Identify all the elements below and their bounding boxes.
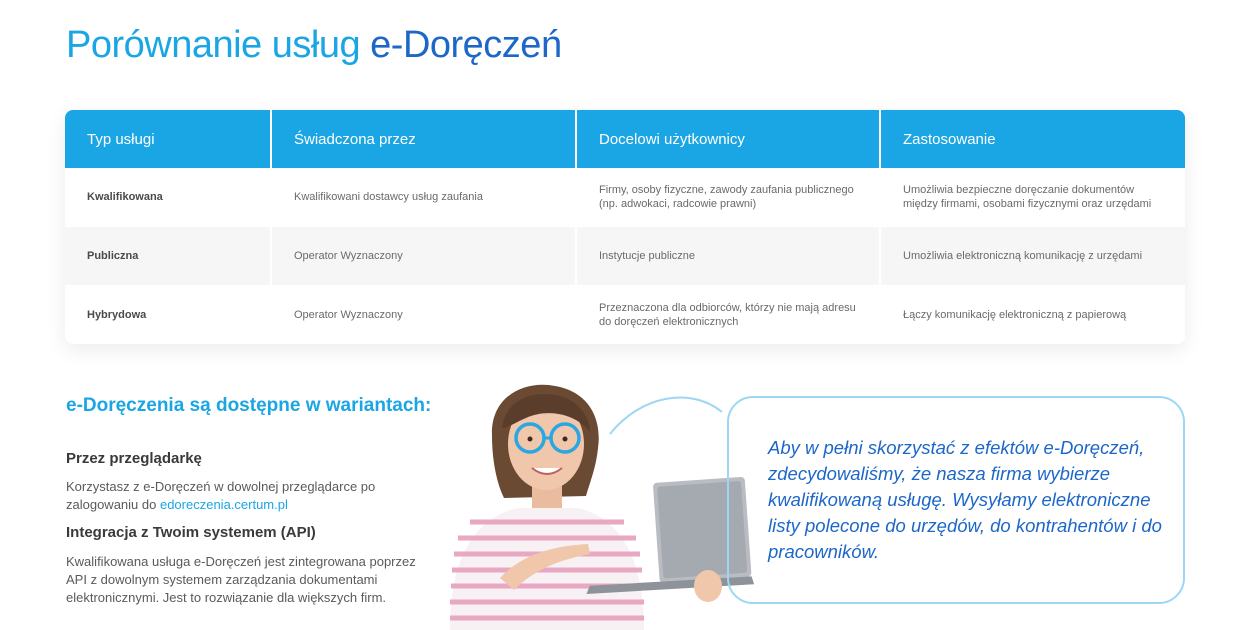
header-target-users: Docelowi użytkownicy — [576, 110, 880, 168]
cell-target-users: Instytucje publiczne — [576, 227, 880, 286]
page-title-part2: e-Doręczeń — [370, 24, 562, 66]
api-description: Kwalifikowana usługa e-Doręczeń jest zintegrowana poprzez API z dowolnym systemem zarządzania dokumentami elektronicznymi. Jest to rozwiązanie dla większych firm. — [66, 554, 416, 605]
table-row — [65, 285, 1185, 344]
api-heading: Integracja z Twoim systemem (API) — [66, 524, 316, 541]
table-row — [65, 168, 1185, 227]
cell-provided-by: Operator Wyznaczony — [271, 285, 576, 344]
cell-service-type: Kwalifikowana — [65, 168, 271, 227]
table-header-row — [65, 110, 1185, 168]
header-service-type: Typ usługi — [65, 110, 271, 168]
cell-application: Umożliwia elektroniczną komunikację z urzędami — [880, 227, 1185, 286]
cell-target-users: Firmy, osoby fizyczne, zawody zaufania publicznego (np. adwokaci, radcowie prawni) — [576, 168, 880, 227]
browser-heading: Przez przeglądarkę — [66, 450, 202, 467]
header-application: Zastosowanie — [880, 110, 1185, 168]
header-provided-by: Świadczona przez — [271, 110, 576, 168]
browser-description-text: Korzystasz z e-Doręczeń w dowolnej przeglądarce po zalogowaniu do — [66, 479, 376, 512]
cell-application: Łączy komunikację elektroniczną z papierową — [903, 308, 1127, 321]
speech-bubble-tail — [600, 390, 740, 450]
variants-title: e-Doręczenia są dostępne w wariantach: — [66, 395, 432, 416]
cell-service-type: Publiczna — [65, 227, 271, 286]
page-title-part1: Porównanie usług — [66, 24, 371, 66]
cell-application: Umożliwia bezpieczne doręczanie dokumentów między firmami, osobami fizycznymi oraz urzędami — [903, 184, 1152, 211]
table-row — [65, 227, 1185, 286]
cell-service-type: Hybrydowa — [65, 285, 271, 344]
page-title — [66, 24, 562, 67]
browser-description — [66, 478, 426, 514]
certum-link[interactable]: edoreczenia.certum.pl — [159, 497, 288, 512]
cell-provided-by: Operator Wyznaczony — [271, 227, 576, 286]
cell-target-users: Przeznaczona dla odbiorców, którzy nie mają adresu do doręczeń elektronicznych — [576, 285, 880, 344]
comparison-table-card — [65, 110, 1185, 344]
comparison-table — [65, 110, 1185, 344]
cell-provided-by: Kwalifikowani dostawcy usług zaufania — [271, 168, 576, 227]
testimonial-quote: Aby w pełni skorzystać z efektów e-Doręczeń, zdecydowaliśmy, że nasza firma wybierze kwalifikowaną usługę. Wysyłamy elektroniczne listy polecone do urzędów, do kontrahentów i do pracowników. — [768, 437, 1162, 562]
